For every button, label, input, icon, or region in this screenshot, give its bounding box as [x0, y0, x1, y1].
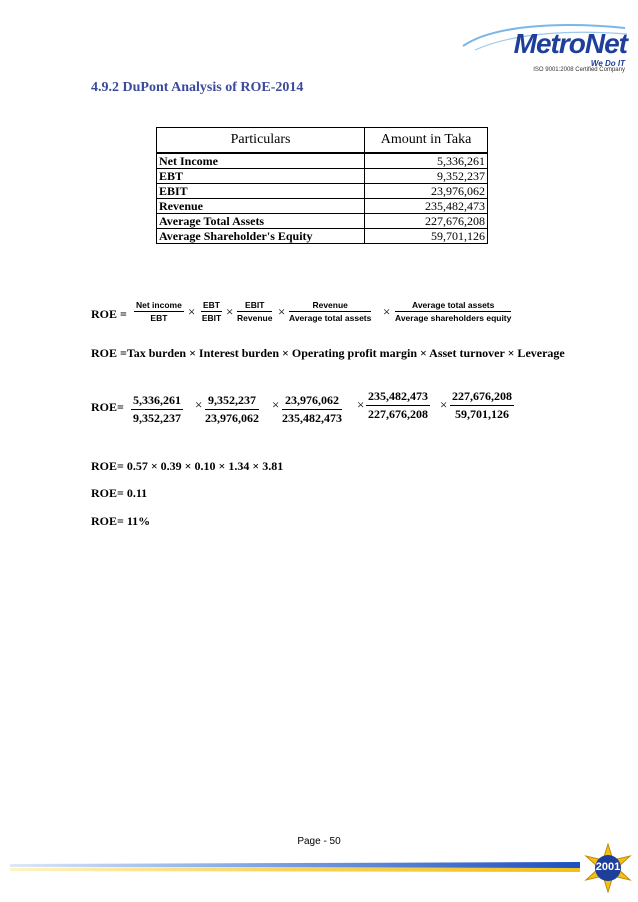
- denominator: 23,976,062: [205, 411, 259, 425]
- times-operator: ×: [195, 397, 203, 412]
- financial-table: [156, 127, 488, 244]
- times-operator: ×: [357, 397, 365, 412]
- table-row: [157, 184, 488, 199]
- table-row: [157, 169, 488, 184]
- section-heading: 4.9.2 DuPont Analysis of ROE-2014: [91, 80, 304, 95]
- table-row: [157, 229, 488, 244]
- numerator: Average total assets: [395, 300, 511, 312]
- anniversary-badge: [582, 842, 634, 894]
- times-operator: ×: [226, 304, 234, 319]
- fraction: [134, 300, 184, 323]
- row-value: 23,976,062: [365, 184, 488, 199]
- footer-bar-decoration: [10, 862, 580, 872]
- row-label: Average Total Assets: [157, 214, 365, 229]
- row-label: EBIT: [157, 184, 365, 199]
- header-amount: Amount in Taka: [365, 128, 488, 154]
- times-operator: ×: [188, 304, 196, 319]
- denominator: EBT: [150, 313, 168, 323]
- metronet-logo: [455, 22, 635, 72]
- table-row: [157, 153, 488, 169]
- fraction: [289, 300, 371, 323]
- row-label: Net Income: [157, 153, 365, 169]
- fraction: [131, 393, 183, 426]
- numerator: Revenue: [289, 300, 371, 312]
- row-label: Average Shareholder's Equity: [157, 229, 365, 244]
- page-number: Page - 50: [297, 836, 341, 847]
- logo-tagline: We Do IT: [590, 59, 625, 68]
- fraction: [366, 389, 430, 422]
- header-particulars: Particulars: [157, 128, 365, 154]
- numerator: 23,976,062: [282, 393, 342, 410]
- fraction: [205, 393, 259, 426]
- times-operator: ×: [278, 304, 286, 319]
- denominator: 235,482,473: [282, 411, 342, 425]
- table-row: [157, 199, 488, 214]
- times-operator: ×: [272, 397, 280, 412]
- row-label: Revenue: [157, 199, 365, 214]
- result-decimal: ROE= 0.11: [91, 486, 148, 500]
- denominator: EBIT: [201, 313, 222, 323]
- fraction: [282, 393, 342, 426]
- denominator: 9,352,237: [133, 411, 181, 425]
- numerator: Net income: [136, 300, 182, 310]
- fraction: [450, 389, 514, 422]
- numerator: 227,676,208: [450, 389, 514, 406]
- row-value: 235,482,473: [365, 199, 488, 214]
- denominator: Average shareholders equity: [395, 313, 512, 323]
- table-row: [157, 214, 488, 229]
- numerator: EBT: [203, 300, 220, 310]
- denominator: 59,701,126: [455, 407, 509, 421]
- logo-certification: ISO 9001:2008 Certified Company: [533, 67, 625, 73]
- numerator: 5,336,261: [131, 393, 183, 410]
- times-operator: ×: [383, 304, 391, 319]
- logo-wordmark: MetroNet: [513, 28, 627, 59]
- denominator: Average total assets: [289, 313, 372, 323]
- row-label: EBT: [157, 169, 365, 184]
- row-value: 227,676,208: [365, 214, 488, 229]
- times-operator: ×: [440, 397, 448, 412]
- table-header-row: [157, 128, 488, 154]
- numerator: 235,482,473: [366, 389, 430, 406]
- badge-year: 2001: [595, 861, 621, 873]
- fraction: [237, 300, 272, 323]
- formula-lhs: ROE=: [91, 400, 124, 414]
- fraction: [201, 300, 222, 323]
- numerator: 9,352,237: [205, 393, 259, 410]
- denominator: 227,676,208: [368, 407, 428, 421]
- denominator: Revenue: [237, 313, 273, 323]
- fraction: [395, 300, 511, 323]
- result-factors: ROE= 0.57 × 0.39 × 0.10 × 1.34 × 3.81: [91, 459, 284, 473]
- row-value: 5,336,261: [365, 153, 488, 169]
- numerator: EBIT: [237, 300, 272, 312]
- formula-components: ROE =Tax burden × Interest burden × Operating profit margin × Asset turnover × Leverage: [91, 346, 565, 360]
- row-value: 9,352,237: [365, 169, 488, 184]
- result-percent: ROE= 11%: [91, 514, 151, 528]
- formula-lhs: ROE =: [91, 307, 127, 321]
- row-value: 59,701,126: [365, 229, 488, 244]
